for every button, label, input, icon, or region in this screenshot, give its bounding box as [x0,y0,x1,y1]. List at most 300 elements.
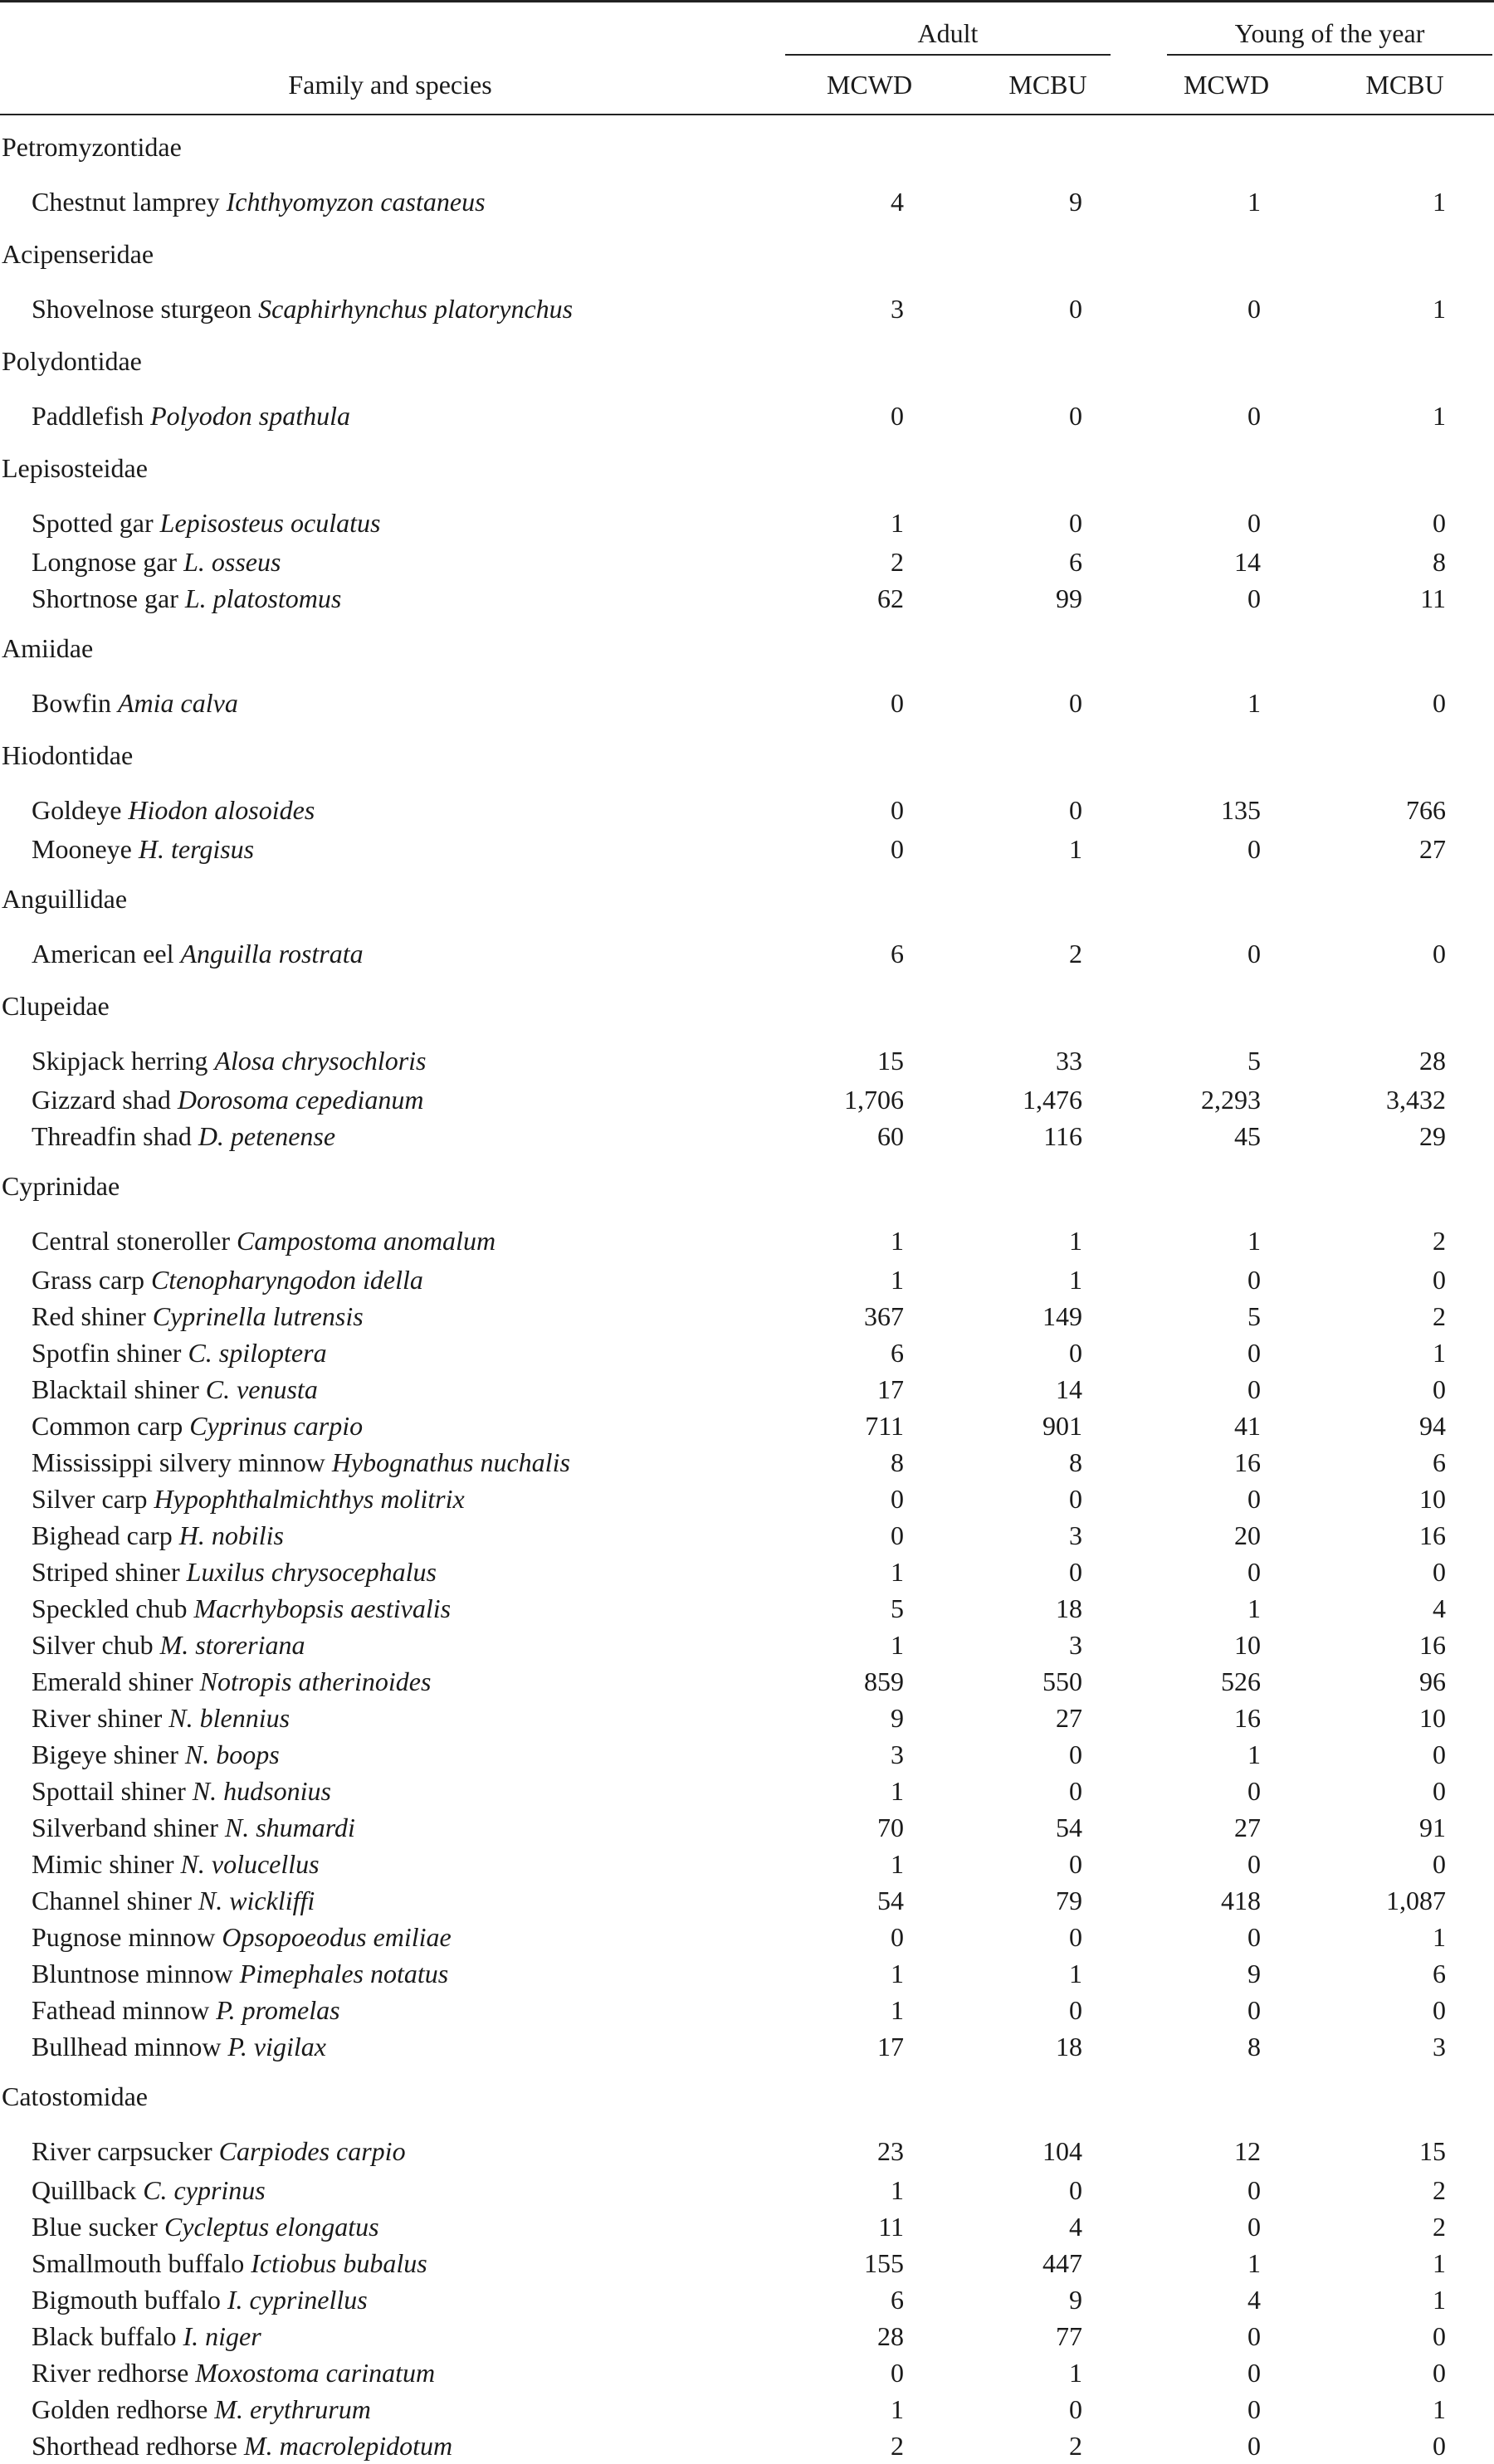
species-row [0,2028,1494,2065]
count-yoy-mcwd: 0 [1247,2174,1261,2205]
count-yoy-mcbu: 28 [1419,1046,1446,1076]
count-yoy-mcbu: 1 [1433,2247,1446,2278]
species-row [0,1298,1494,1334]
count-yoy-mcbu: 1 [1433,1921,1446,1952]
species-common-name: Goldeye [32,795,122,825]
species-scientific-name: M. macrolepidotum [243,2430,453,2461]
count-adult-mcbu: 116 [1043,1120,1082,1151]
species-row [0,2281,1494,2318]
count-yoy-mcwd: 0 [1247,2357,1261,2388]
family-row [0,437,1494,487]
count-yoy-mcbu: 4 [1433,1593,1446,1623]
species-common-name: River carpsucker [32,2136,212,2166]
count-yoy-mcwd: 135 [1221,795,1261,825]
species-scientific-name: Moxostoma carinatum [195,2357,436,2388]
species-row [0,2391,1494,2427]
species-scientific-name: C. spiloptera [188,1337,327,1368]
count-yoy-mcbu: 1,087 [1386,1885,1446,1915]
count-yoy-mcbu: 0 [1433,1775,1446,1806]
species-scientific-name: Alosa chrysochloris [214,1046,427,1076]
species-row [0,1334,1494,1371]
species-common-name: Bowfin [32,688,111,718]
count-adult-mcbu: 0 [1069,2393,1082,2424]
species-name [0,1590,780,1627]
count-adult-mcwd: 23 [877,2136,904,2166]
count-adult-mcbu: 1 [1069,1958,1082,1988]
count-adult-mcbu: 0 [1069,401,1082,431]
species-name [0,544,780,580]
count-adult-mcwd: 15 [877,1046,904,1076]
count-adult-mcbu: 901 [1042,1410,1082,1441]
count-adult-mcbu: 18 [1056,2031,1082,2061]
count-yoy-mcwd: 20 [1234,1520,1261,1550]
count-adult-mcbu: 6 [1069,546,1082,577]
species-row [0,580,1494,617]
count-yoy-mcwd: 1 [1247,1739,1261,1769]
column-header-yoy-mcbu: MCBU [1365,69,1444,100]
species-scientific-name: Opsopoeodus emiliae [222,1921,452,1952]
count-adult-mcbu: 8 [1069,1447,1082,1477]
species-name [0,1371,780,1408]
count-adult-mcwd: 1 [891,1226,904,1256]
count-adult-mcwd: 1 [891,1264,904,1295]
count-yoy-mcwd: 0 [1247,1994,1261,2025]
count-adult-mcbu: 0 [1069,795,1082,825]
species-common-name: Bigmouth buffalo [32,2284,221,2315]
count-yoy-mcbu: 1 [1433,2284,1446,2315]
count-adult-mcwd: 0 [891,2357,904,2388]
count-yoy-mcbu: 8 [1433,546,1446,577]
family-name: Lepisosteidae [2,453,148,483]
count-adult-mcbu: 0 [1069,1848,1082,1879]
family-name: Clupeidae [2,991,110,1021]
species-name [0,1118,780,1154]
species-name [0,774,780,831]
count-yoy-mcbu: 94 [1419,1410,1446,1441]
species-common-name: Striped shiner [32,1556,180,1587]
species-common-name: Central stoneroller [32,1226,231,1256]
species-scientific-name: Pimephales notatus [239,1958,449,1988]
species-scientific-name: Amia calva [118,688,238,718]
count-yoy-mcwd: 1 [1247,1226,1261,1256]
species-common-name: Fathead minnow [32,1994,210,2025]
count-adult-mcwd: 1 [891,1629,904,1660]
count-yoy-mcwd: 0 [1247,833,1261,864]
count-adult-mcbu: 9 [1069,187,1082,217]
family-row [0,867,1494,918]
species-scientific-name: Cyprinus carpio [189,1410,364,1441]
species-row [0,1517,1494,1554]
count-adult-mcbu: 2 [1069,939,1082,969]
species-scientific-name: Ictiobus bubalus [251,2247,427,2278]
count-yoy-mcbu: 1 [1433,294,1446,324]
species-name [0,918,780,974]
species-row [0,1700,1494,1736]
species-common-name: Blue sucker [32,2211,158,2242]
count-yoy-mcbu: 16 [1419,1629,1446,1660]
species-scientific-name: Macrhybopsis aestivalis [193,1593,452,1623]
count-adult-mcwd: 6 [891,2284,904,2315]
species-scientific-name: P. promelas [216,1994,340,2025]
species-scientific-name: N. hudsonius [192,1775,331,1806]
count-yoy-mcbu: 0 [1433,2357,1446,2388]
species-name [0,1408,780,1444]
species-common-name: River shiner [32,1702,163,1733]
family-row [0,1154,1494,1205]
count-adult-mcwd: 1 [891,1958,904,1988]
count-adult-mcwd: 1,706 [844,1084,904,1115]
species-name [0,2028,780,2065]
species-scientific-name: L. platostomus [184,583,342,613]
count-adult-mcwd: 8 [891,1447,904,1477]
species-scientific-name: Carpiodes carpio [218,2136,406,2166]
column-header-adult-mcbu: MCBU [1008,69,1087,100]
count-yoy-mcbu: 91 [1419,1812,1446,1842]
species-common-name: Grass carp [32,1264,144,1295]
count-adult-mcbu: 2 [1069,2430,1082,2461]
species-row [0,273,1494,329]
count-adult-mcwd: 60 [877,1120,904,1151]
species-common-name: Silver carp [32,1483,148,1514]
species-scientific-name: Lepisosteus oculatus [159,508,381,538]
count-adult-mcbu: 104 [1042,2136,1082,2166]
species-name [0,1444,780,1481]
count-adult-mcbu: 0 [1069,1775,1082,1806]
species-scientific-name: N. boops [184,1739,280,1769]
family-name: Catostomidae [2,2081,148,2111]
species-row [0,1481,1494,1517]
count-adult-mcwd: 1 [891,1994,904,2025]
species-row [0,774,1494,831]
count-yoy-mcwd: 1 [1247,2247,1261,2278]
species-scientific-name: Cycleptus elongatus [164,2211,379,2242]
column-header-yoy-mcwd: MCWD [1183,69,1270,100]
count-yoy-mcbu: 1 [1433,1337,1446,1368]
species-row [0,1773,1494,1809]
species-scientific-name: Campostoma anomalum [237,1226,496,1256]
count-yoy-mcbu: 6 [1433,1958,1446,1988]
species-scientific-name: N. shumardi [224,1812,355,1842]
count-yoy-mcwd: 41 [1234,1410,1261,1441]
count-yoy-mcwd: 12 [1234,2136,1261,2166]
count-yoy-mcwd: 10 [1234,1629,1261,1660]
species-name [0,1627,780,1663]
count-adult-mcbu: 0 [1069,294,1082,324]
count-adult-mcwd: 0 [891,1483,904,1514]
count-adult-mcwd: 0 [891,833,904,864]
species-name [0,1882,780,1919]
species-scientific-name: C. cyprinus [143,2174,266,2205]
count-adult-mcbu: 447 [1042,2247,1082,2278]
species-row [0,1627,1494,1663]
species-scientific-name: Cyprinella lutrensis [152,1300,364,1331]
species-common-name: Common carp [32,1410,183,1441]
table-body [0,115,1494,2464]
count-yoy-mcbu: 2 [1433,1300,1446,1331]
species-common-name: Bigeye shiner [32,1739,178,1769]
species-name [0,1700,780,1736]
species-common-name: Silver chub [32,1629,154,1660]
count-adult-mcbu: 0 [1069,688,1082,718]
count-yoy-mcbu: 2 [1433,2211,1446,2242]
count-adult-mcbu: 0 [1069,1556,1082,1587]
count-adult-mcbu: 27 [1056,1702,1082,1733]
species-name [0,831,780,867]
species-common-name: Quillback [32,2174,137,2205]
family-name: Polydontidae [2,346,142,376]
species-name [0,2427,780,2464]
count-adult-mcwd: 9 [891,1702,904,1733]
count-adult-mcwd: 2 [891,546,904,577]
species-scientific-name: M. storeriana [159,1629,305,1660]
count-adult-mcbu: 550 [1042,1666,1082,1696]
count-yoy-mcwd: 9 [1247,1958,1261,1988]
count-yoy-mcbu: 27 [1419,833,1446,864]
species-row [0,544,1494,580]
family-name: Amiidae [2,633,94,663]
count-yoy-mcbu: 1 [1433,187,1446,217]
family-row [0,329,1494,380]
species-row [0,487,1494,544]
count-yoy-mcwd: 0 [1247,1373,1261,1404]
family-name: Cyprinidae [2,1171,120,1201]
species-scientific-name: D. petenense [198,1120,336,1151]
family-row [0,617,1494,667]
species-scientific-name: Ctenopharyngodon idella [150,1264,423,1295]
species-row [0,1919,1494,1955]
count-adult-mcbu: 3 [1069,1520,1082,1550]
count-yoy-mcwd: 0 [1247,1848,1261,1879]
species-scientific-name: M. erythrurum [214,2393,371,2424]
count-adult-mcbu: 99 [1056,583,1082,613]
species-name [0,1955,780,1992]
count-yoy-mcwd: 45 [1234,1120,1261,1151]
count-yoy-mcbu: 0 [1433,1848,1446,1879]
count-yoy-mcwd: 0 [1247,1337,1261,1368]
species-name [0,1334,780,1371]
species-row [0,2208,1494,2245]
count-yoy-mcwd: 1 [1247,187,1261,217]
count-yoy-mcwd: 1 [1247,688,1261,718]
species-row [0,667,1494,724]
family-row [0,115,1494,166]
count-adult-mcbu: 0 [1069,1921,1082,1952]
count-yoy-mcwd: 4 [1247,2284,1261,2315]
species-common-name: Speckled chub [32,1593,188,1623]
count-adult-mcbu: 77 [1056,2320,1082,2351]
count-adult-mcbu: 0 [1069,1337,1082,1368]
species-common-name: Shorthead redhorse [32,2430,237,2461]
count-yoy-mcbu: 10 [1419,1483,1446,1514]
species-common-name: Spotfin shiner [32,1337,182,1368]
count-yoy-mcwd: 16 [1234,1702,1261,1733]
species-row [0,1371,1494,1408]
count-yoy-mcwd: 0 [1247,294,1261,324]
species-scientific-name: L. osseus [183,546,281,577]
count-yoy-mcwd: 0 [1247,1556,1261,1587]
count-adult-mcwd: 711 [865,1410,904,1441]
species-name [0,1481,780,1517]
species-row [0,1590,1494,1627]
species-row [0,2172,1494,2208]
count-yoy-mcwd: 1 [1247,1593,1261,1623]
count-yoy-mcbu: 0 [1433,1994,1446,2025]
species-name [0,1517,780,1554]
species-common-name: Shovelnose sturgeon [32,294,252,324]
count-adult-mcwd: 3 [891,1739,904,1769]
count-yoy-mcbu: 3 [1433,2031,1446,2061]
species-name [0,2172,780,2208]
species-name [0,1554,780,1590]
count-adult-mcbu: 79 [1056,1885,1082,1915]
species-common-name: Silverband shiner [32,1812,218,1842]
count-adult-mcbu: 4 [1069,2211,1082,2242]
count-yoy-mcwd: 0 [1247,939,1261,969]
species-common-name: Gizzard shad [32,1084,171,1115]
count-adult-mcwd: 1 [891,1556,904,1587]
count-adult-mcwd: 54 [877,1885,904,1915]
count-adult-mcwd: 367 [864,1300,904,1331]
species-name [0,2245,780,2281]
count-yoy-mcwd: 0 [1247,401,1261,431]
count-yoy-mcbu: 0 [1433,939,1446,969]
column-header-adult-mcwd: MCWD [826,69,913,100]
species-name [0,2281,780,2318]
count-yoy-mcwd: 0 [1247,508,1261,538]
species-name [0,487,780,544]
species-name [0,1992,780,2028]
species-common-name: Chestnut lamprey [32,187,220,217]
species-row [0,1118,1494,1154]
species-row [0,1992,1494,2028]
count-yoy-mcbu: 15 [1419,2136,1446,2166]
count-adult-mcbu: 0 [1069,2174,1082,2205]
species-common-name: Blacktail shiner [32,1373,199,1404]
species-scientific-name: N. volucellus [180,1848,320,1879]
species-row [0,1663,1494,1700]
count-adult-mcbu: 3 [1069,1629,1082,1660]
species-name [0,1773,780,1809]
count-yoy-mcwd: 5 [1247,1300,1261,1331]
count-yoy-mcbu: 96 [1419,1666,1446,1696]
count-adult-mcwd: 0 [891,795,904,825]
species-common-name: Threadfin shad [32,1120,192,1151]
species-common-name: Golden redhorse [32,2393,208,2424]
species-row [0,2245,1494,2281]
count-adult-mcwd: 70 [877,1812,904,1842]
count-adult-mcbu: 1 [1069,1226,1082,1256]
count-adult-mcbu: 0 [1069,1739,1082,1769]
count-adult-mcbu: 9 [1069,2284,1082,2315]
species-name [0,1261,780,1298]
species-scientific-name: H. nobilis [178,1520,284,1550]
species-scientific-name: Anguilla rostrata [180,939,364,969]
count-adult-mcwd: 6 [891,939,904,969]
count-adult-mcwd: 3 [891,294,904,324]
species-name [0,1205,780,1261]
species-name [0,2354,780,2391]
species-common-name: Bluntnose minnow [32,1958,233,1988]
count-yoy-mcbu: 0 [1433,1556,1446,1587]
species-row [0,1846,1494,1882]
count-adult-mcwd: 1 [891,2174,904,2205]
species-common-name: Spotted gar [32,508,154,538]
species-common-name: Black buffalo [32,2320,177,2351]
count-yoy-mcwd: 0 [1247,2211,1261,2242]
species-common-name: Longnose gar [32,546,178,577]
family-name: Petromyzontidae [2,132,182,162]
species-common-name: Pugnose minnow [32,1921,216,1952]
count-yoy-mcbu: 16 [1419,1520,1446,1550]
species-row [0,2318,1494,2354]
species-common-name: Red shiner [32,1300,146,1331]
species-common-name: Emerald shiner [32,1666,193,1696]
count-adult-mcbu: 1 [1069,1264,1082,1295]
species-scientific-name: N. blennius [168,1702,290,1733]
species-common-name: Bullhead minnow [32,2031,222,2061]
count-yoy-mcbu: 0 [1433,2320,1446,2351]
species-row [0,1261,1494,1298]
family-name: Anguillidae [2,884,128,914]
table-header [0,2,1494,115]
count-yoy-mcbu: 2 [1433,1226,1446,1256]
count-adult-mcwd: 1 [891,1775,904,1806]
group-header-adult: Adult [785,18,1111,56]
count-yoy-mcbu: 0 [1433,1373,1446,1404]
count-yoy-mcwd: 2,293 [1201,1084,1261,1115]
count-adult-mcbu: 1 [1069,2357,1082,2388]
species-row [0,1809,1494,1846]
count-yoy-mcbu: 2 [1433,2174,1446,2205]
species-scientific-name: Dorosoma cepedianum [177,1084,424,1115]
species-name [0,2115,780,2172]
count-yoy-mcbu: 29 [1419,1120,1446,1151]
count-yoy-mcbu: 3,432 [1386,1084,1446,1115]
species-common-name: American eel [32,939,174,969]
count-yoy-mcwd: 0 [1247,583,1261,613]
species-name [0,1736,780,1773]
species-scientific-name: Hiodon alosoides [128,795,315,825]
count-yoy-mcwd: 0 [1247,1775,1261,1806]
count-adult-mcwd: 155 [864,2247,904,2278]
species-name [0,1919,780,1955]
species-scientific-name: Notropis atherinoides [199,1666,432,1696]
species-common-name: Spottail shiner [32,1775,186,1806]
species-row [0,1081,1494,1118]
species-name [0,166,780,222]
count-yoy-mcbu: 1 [1433,2393,1446,2424]
species-name [0,1663,780,1700]
species-row [0,2354,1494,2391]
count-adult-mcbu: 14 [1056,1373,1082,1404]
count-yoy-mcwd: 0 [1247,1264,1261,1295]
count-adult-mcwd: 1 [891,1848,904,1879]
species-row [0,2115,1494,2172]
species-row [0,380,1494,437]
species-row [0,2427,1494,2464]
species-common-name: Mooneye [32,833,132,864]
species-row [0,166,1494,222]
count-adult-mcwd: 6 [891,1337,904,1368]
count-adult-mcwd: 5 [891,1593,904,1623]
species-scientific-name: C. venusta [205,1373,318,1404]
count-adult-mcwd: 17 [877,2031,904,2061]
count-yoy-mcwd: 526 [1221,1666,1261,1696]
species-scientific-name: Scaphirhynchus platorynchus [258,294,574,324]
count-adult-mcwd: 1 [891,508,904,538]
count-adult-mcwd: 859 [864,1666,904,1696]
count-adult-mcwd: 62 [877,583,904,613]
